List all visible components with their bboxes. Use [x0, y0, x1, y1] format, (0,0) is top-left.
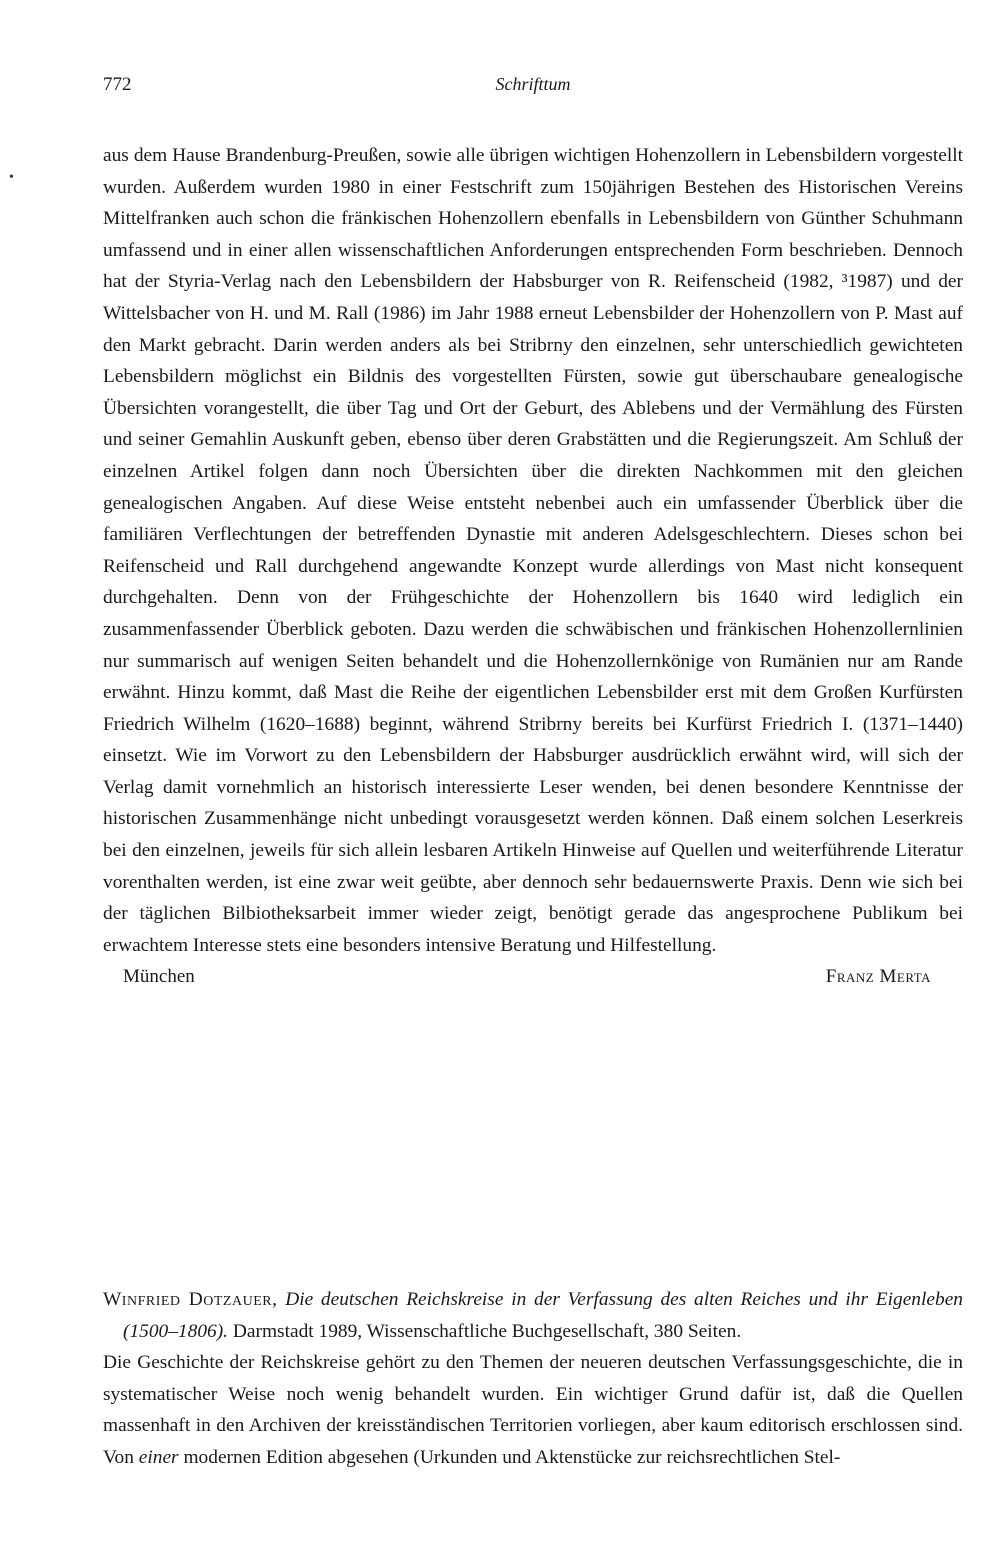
book-title: Die deutschen Reichskreise in der Verfassung des alten Reiches und ihr Eigenleben (1500–1806).	[123, 1289, 963, 1342]
review-paragraph: aus dem Hause Brandenburg-Preußen, sowie alle übrigen wichtigen Hohenzollern in Lebensbildern vorgestellt wurden. Außerdem wurden 1980 in einer Festschrift zum 150jährigen Bestehen des Historischen Vereins Mittelfranken auch schon die fränkischen Hohenzollern ebenfalls in Lebensbildern von Günther Schuhmann umfassend und in einer allen wissenschaftlichen Anforderungen entsprechenden Form beschrieben. Dennoch hat der Styria-Verlag nach den Lebensbildern der Habsburger von R. Reifenscheid (1982, ³1987) und der Wittelsbacher von H. und M. Rall (1986) im Jahr 1988 erneut Lebensbilder der Hohenzollern von P. Mast auf den Markt gebracht. Darin werden anders als bei Stribrny den einzelnen, sehr unterschiedlich gewichteten Lebensbildern möglichst ein Bildnis des vorgestellten Fürsten, sowie gut überschaubare genealogische Übersichten vorangestellt, die über Tag und Ort der Geburt, des Ablebens und der Vermählung des Fürsten und seiner Gemahlin Auskunft geben, ebenso über deren Grabstätten und die Regierungszeit. Am Schluß der einzelnen Artikel folgen dann noch Übersichten über die direkten Nachkommen mit den gleichen genealogischen Angaben. Auf diese Weise entsteht nebenbei auch ein umfassender Überblick über die familiären Verflechtungen der betreffenden Dynastie mit anderen Adelsgeschlechtern. Dieses schon bei Reifenscheid und Rall durchgehend angewandte Konzept wurde allerdings von Mast nicht konsequent durchgehalten. Denn von der Frühgeschichte der Hohenzollern bis 1640 wird lediglich ein zusammenfassender Überblick geboten. Dazu werden die schwäbischen und fränkischen Hohenzollernlinien nur summarisch auf wenigen Seiten behandelt und die Hohenzollernkönige von Rumänien nur am Rande erwähnt. Hinzu kommt, daß Mast die Reihe der eigentlichen Lebensbilder erst mit dem Großen Kurfürsten Friedrich Wilhelm (1620–1688) beginnt, während Stribrny bereits bei Kurfürst Friedrich I. (1371–1440) einsetzt. Wie im Vorwort zu den Lebensbildern der Habsburger ausdrücklich erwähnt wird, will sich der Verlag damit vornehmlich an historisch interessierte Leser wenden, bei denen besondere Kenntnisse der historischen Zusammenhänge nicht unbedingt vorausgesetzt werden können. Daß einem solchen Leserkreis bei den einzelnen, jeweils für sich allein lesbaren Artikeln Hinweise auf Quellen und weiterführende Literatur vorenthalten werden, ist eine zwar weit geübte, aber dennoch sehr bedauernswerte Praxis. Denn wie sich bei der täglichen Bilbiotheksarbeit immer wieder zeigt, benötigt gerade das angesprochene Publikum bei erwachtem Interesse stets eine besonders intensive Beratung und Hilfestellung.	[103, 145, 963, 956]
reviewer-name: Franz Merta	[825, 966, 931, 988]
review-continuation	[103, 140, 963, 993]
second-review-text-before: Die Geschichte der Reichskreise gehört zu den Themen der neueren deutschen Verfassungsgeschichte, die in systematischer Weise noch wenig behandelt wurden. Ein wichtiger Grund dafür ist, daß die Quellen massenhaft in den Archiven der kreisständischen Territorien vorliegen, aber kaum editorisch erschlossen sind. Von	[103, 1352, 963, 1468]
running-title: Schrifttum	[495, 74, 571, 94]
second-review-emphasis: einer	[138, 1446, 179, 1468]
book-citation	[103, 1284, 963, 1347]
second-review	[103, 1284, 963, 1474]
stray-mark: •	[9, 170, 14, 185]
review-place: München	[123, 966, 195, 988]
page-header	[103, 74, 963, 104]
second-review-paragraph	[103, 1347, 963, 1473]
second-review-text-after: modernen Edition abgesehen (Urkunden und Aktenstücke zur reichsrechtlichen Stel-	[183, 1446, 841, 1468]
page-number: 772	[103, 74, 132, 95]
book-author: Winfried Dotzauer,	[103, 1289, 278, 1310]
book-publication: Darmstadt 1989, Wissenschaftliche Buchgesellschaft, 380 Seiten.	[232, 1320, 742, 1342]
review-signature	[103, 961, 963, 993]
